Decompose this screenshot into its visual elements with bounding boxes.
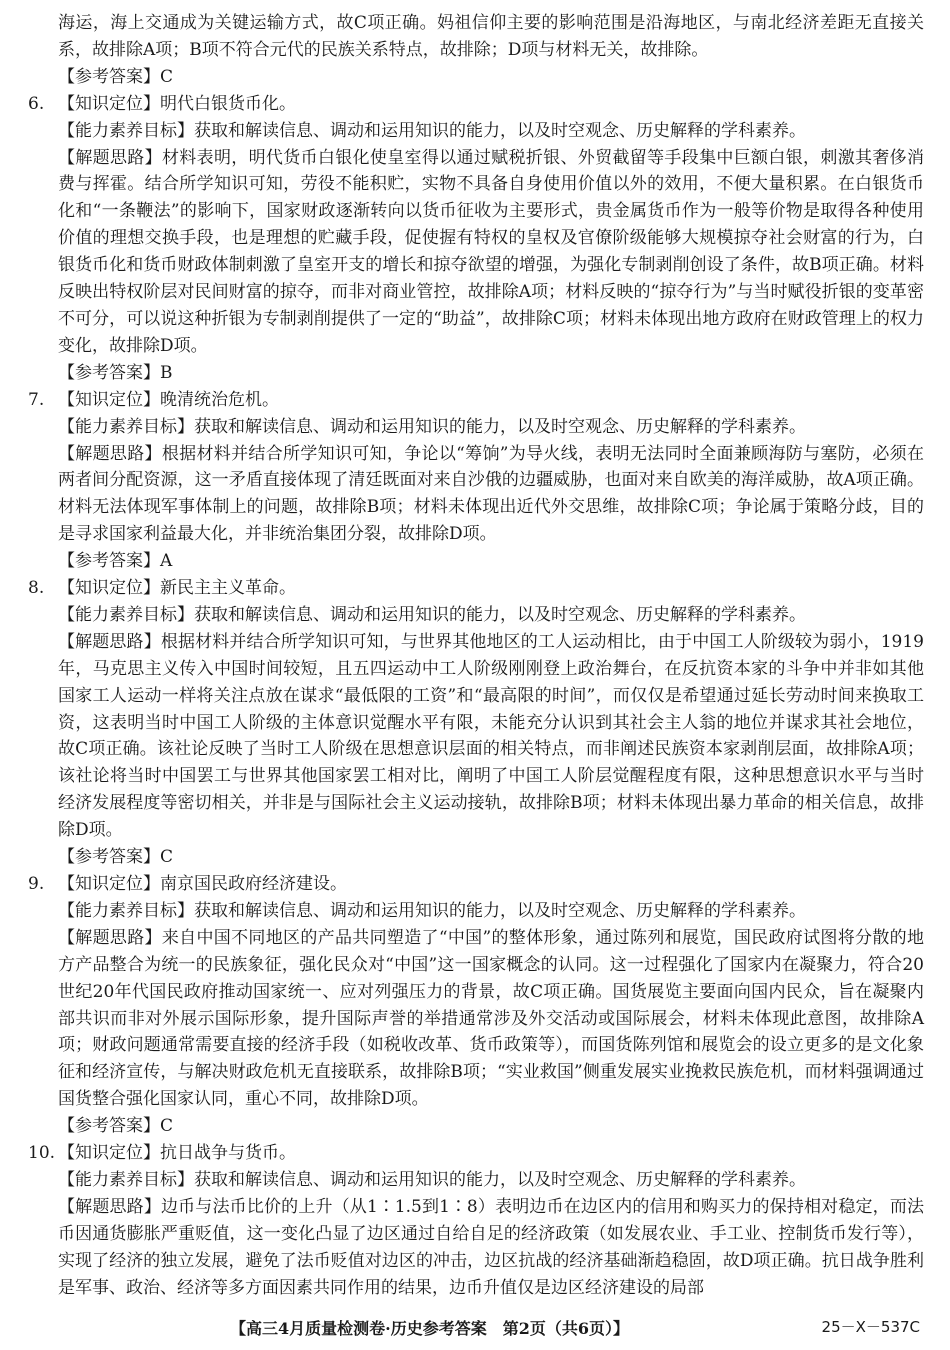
topic-text: 【知识定位】明代白银货币化。	[58, 93, 296, 114]
question-7-answer: 【参考答案】A	[58, 551, 173, 572]
question-10-topic	[28, 1140, 924, 1167]
question-10-analysis: 【解题思路】边币与法币比价的上升（从1∶1.5到1∶8）表明边币在边区内的信用和购买力的保持相对稳定，而法币因通货膨胀严重贬值，这一变化凸显了边区通过自给自足的经济政策（如发展农业、手工业、控制货币发行等），实现了经济的独立发展，避免了法币贬值对边区的冲击，边区抗战的经济基础渐趋稳固，故D项正确。抗日战争胜利是军事、政治、经济等多方面因素共同作用的结果，边币升值仅是边区经济建设的局部	[58, 1196, 924, 1298]
question-9	[28, 871, 924, 1140]
question-6-topic	[28, 91, 924, 118]
question-8-analysis: 【解题思路】根据材料并结合所学知识可知，与世界其他地区的工人运动相比，由于中国工人阶级较为弱小，1919年，马克思主义传入中国时间较短，且五四运动中工人阶级刚刚登上政治舞台，在反抗资本家的斗争中并非如其他国家工人运动一样将关注点放在谋求“最低限的工资”和“最高限的时间”，而仅仅是希望通过延长劳动时间来换取工资，这表明当时中国工人阶级的主体意识觉醒水平有限，未能充分认识到其社会主人翁的地位并谋求其社会地位，故C项正确。该社论反映了当时工人阶级在思想意识层面的相关特点，而非阐述民族资本家剥削层面，故排除A项；该社论将当时中国罢工与世界其他国家罢工相对比，阐明了中国工人阶层觉醒程度有限，这种思想意识水平与当时经济发展程度等密切相关，并非是与国际社会主义运动接轨，故排除B项；材料未体现出暴力革命的相关信息，故排除D项。	[58, 631, 924, 841]
question-8-ability: 【能力素养目标】获取和解读信息、调动和运用知识的能力，以及时空观念、历史解释的学科素养。	[58, 604, 806, 625]
question-9-ability: 【能力素养目标】获取和解读信息、调动和运用知识的能力，以及时空观念、历史解释的学科素养。	[58, 900, 806, 921]
question-7-topic	[28, 387, 924, 414]
question-number: 10.	[28, 1143, 56, 1164]
topic-text: 【知识定位】新民主主义革命。	[58, 578, 296, 599]
question-8	[28, 575, 924, 871]
answer-page	[28, 10, 924, 1302]
question-7-ability: 【能力素养目标】获取和解读信息、调动和运用知识的能力，以及时空观念、历史解释的学科素养。	[58, 416, 806, 437]
question-number: 6.	[28, 93, 45, 114]
question-number: 9.	[28, 874, 45, 894]
topic-text: 【知识定位】抗日战争与货币。	[58, 1143, 296, 1164]
topic-text: 【知识定位】晚清统治危机。	[58, 389, 279, 410]
question-10	[28, 1140, 924, 1301]
question-9-topic	[28, 871, 924, 898]
question-7-analysis: 【解题思路】根据材料并结合所学知识可知，争论以“筹饷”为导火线，表明无法同时全面兼顾海防与塞防，必须在两者间分配资源，这一矛盾直接体现了清廷既面对来自沙俄的边疆威胁，也面对来自欧美的海洋威胁，故A项正确。材料无法体现军事体制上的问题，故排除B项；材料未体现出近代外交思维，故排除C项；争论属于策略分歧，目的是寻求国家利益最大化，并非统治集团分裂，故排除D项。	[58, 443, 924, 545]
question-8-answer: 【参考答案】C	[58, 847, 174, 868]
question-6-ability: 【能力素养目标】获取和解读信息、调动和运用知识的能力，以及时空观念、历史解释的学科素养。	[58, 120, 806, 141]
intro-answer: 【参考答案】C	[58, 66, 174, 87]
question-6	[28, 91, 924, 387]
question-6-analysis: 【解题思路】材料表明，明代货币白银化使皇室得以通过赋税折银、外贸截留等手段集中巨额白银，刺激其奢侈消费与挥霍。结合所学知识可知，劳役不能积贮，实物不具备自身使用价值以外的效用，不便大量积累。在白银货币化和“一条鞭法”的影响下，国家财政逐渐转向以货币征收为主要形式，贵金属货币作为一般等价物是取得各种使用价值的理想交换手段，也是理想的贮藏手段，促使握有特权的皇权及官僚阶级能够大规模掠夺社会财富的行为，白银货币化和货币财政体制刺激了皇室开支的增长和掠夺欲望的增强，为强化专制剥削创设了条件，故B项正确。材料反映出特权阶层对民间财富的掠夺，而非对商业管控，故排除A项；材料反映的“掠夺行为”与当时赋役折银的变革密不可分，可以说这种折银为专制剥削提供了一定的“助益”，故排除C项；材料未体现出地方政府在财政管理上的权力变化，故排除D项。	[58, 147, 924, 356]
question-6-answer: 【参考答案】B	[58, 362, 173, 383]
question-number: 7.	[28, 389, 45, 410]
question-10-ability: 【能力素养目标】获取和解读信息、调动和运用知识的能力，以及时空观念、历史解释的学科素养。	[58, 1169, 806, 1190]
page-footer	[0, 1316, 950, 1340]
question-7	[28, 387, 924, 575]
question-9-answer: 【参考答案】C	[58, 1116, 174, 1137]
topic-text: 【知识定位】南京国民政府经济建设。	[58, 874, 347, 894]
question-9-analysis: 【解题思路】来自中国不同地区的产品共同塑造了“中国”的整体形象，通过陈列和展览，国民政府试图将分散的地方产品整合为统一的民族象征，强化民众对“中国”这一国家概念的认同。这一过程强化了国家内在凝聚力，符合20世纪20年代国民政府推动国家统一、应对列强压力的背景，故C项正确。国货展览主要面向国内民众，旨在凝聚内部共识而非对外展示国际形象，提升国际声誉的举措通常涉及外交活动或国际展会，材料未体现此意图，故排除A项；财政问题通常需要直接的经济手段（如税收改革、货币政策等），而国货陈列馆和展览会的设立更多的是文化象征和经济宣传，与解决财政危机无直接联系，故排除B项；“实业救国”侧重发展实业挽救民族危机，而材料强调通过国货整合强化国家认同，重心不同，故排除D项。	[58, 927, 924, 1110]
footer-code: 25－X－537C	[821, 1318, 920, 1336]
footer-title: 【高三4月质量检测卷·历史参考答案 第2页（共6页）】	[230, 1319, 629, 1338]
intro-analysis: 海运，海上交通成为关键运输方式，故C项正确。妈祖信仰主要的影响范围是沿海地区，与南北经济差距无直接关系，故排除A项；B项不符合元代的民族关系特点，故排除；D项与材料无关，故排除。	[58, 13, 924, 60]
question-8-topic	[28, 575, 924, 602]
question-number: 8.	[28, 578, 45, 599]
